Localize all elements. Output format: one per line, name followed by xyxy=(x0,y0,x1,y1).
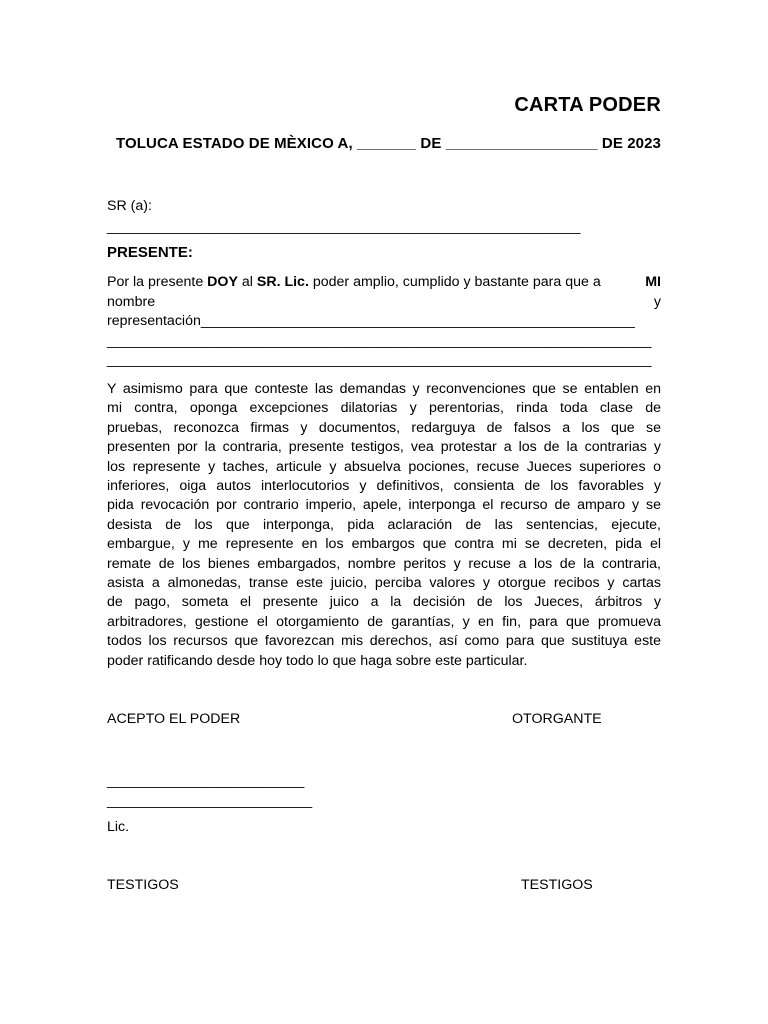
testigos-left-label: TESTIGOS xyxy=(107,877,179,893)
powers-line: remate de los bienes embargados, nombre peritos y recuse a los de la contraria, xyxy=(107,555,661,572)
powers-line: los represente y taches, articule y absuelva pociones, recuse Jueces superiores o xyxy=(107,458,661,475)
grant-line-1 xyxy=(107,273,661,293)
grant-paragraph xyxy=(107,273,661,371)
powers-line: embargue, y me represente en los embargos que contra mi se decreten, pida el xyxy=(107,536,661,553)
powers-line: presenten por la contraria, presente testigos, vea protestar a los de la contrarias y xyxy=(107,439,661,456)
signature-line: _________________________ xyxy=(107,773,305,789)
presente-heading: PRESENTE: xyxy=(107,244,193,261)
salutation-blank-line: ____________________________________________________________ xyxy=(107,219,581,235)
grant-word-nombre: nombre xyxy=(107,293,156,310)
grant-line-4: _____________________________________________________________________ xyxy=(107,332,652,349)
powers-line: Y asimismo para que conteste las demandas y reconvenciones que se entablen en xyxy=(107,381,661,397)
grant-word-y: y xyxy=(653,293,661,310)
place-date-line: TOLUCA ESTADO DE MÈXICO A, _______ DE __________________ DE 2023 xyxy=(115,135,661,152)
powers-line: mi contra, oponga excepciones dilatorias y perentorias, rinda toda clase de xyxy=(107,400,661,417)
grant-line-5: _____________________________________________________________________ xyxy=(107,352,652,368)
powers-line: todos los recursos que favorezcan mis derechos, así como para que sustituya este xyxy=(107,633,661,650)
powers-line: desista de los que interponga, pida aclaración de las sentencias, ejecute, xyxy=(107,516,661,533)
grant-bold-mi: MI xyxy=(645,274,661,290)
grant-text-2: al xyxy=(237,274,257,290)
grant-text-3: poder amplio, cumplido y bastante para que a xyxy=(308,274,601,290)
document-title: CARTA PODER xyxy=(514,94,661,116)
acepto-label: ACEPTO EL PODER xyxy=(107,711,241,727)
powers-line: pruebas, reconozca firmas y documentos, redarguya de falsos a los que se xyxy=(107,419,661,436)
grant-bold-sr-lic: SR. Lic. xyxy=(256,274,309,290)
signature-line: __________________________ xyxy=(107,793,313,809)
powers-line: de pago, someta el presente juico a la decisión de los Jueces, árbitros y xyxy=(107,594,661,611)
powers-line: inferiores, oiga autos interlocutorios y definitivos, consienta de los favorables y xyxy=(107,478,661,495)
grant-text-1: Por la presente xyxy=(107,274,208,290)
powers-line: arbitradores, gestione el otorgamiento de garantías, y en fin, para que promueva xyxy=(107,613,661,630)
powers-line: poder ratificando desde hoy todo lo que haga sobre este particular. xyxy=(107,652,528,669)
grant-line-3: representación_______________________________________________________ xyxy=(107,313,635,329)
powers-paragraph xyxy=(107,380,661,671)
testigos-right-label: TESTIGOS xyxy=(521,877,593,893)
lic-label: Lic. xyxy=(107,819,130,835)
salutation: SR (a): xyxy=(107,198,152,214)
powers-line: asista a almonedas, transe este juicio, perciba valores y otorgue recibos y cartas xyxy=(107,575,661,592)
otorgante-label: OTORGANTE xyxy=(512,711,602,727)
grant-bold-doy: DOY xyxy=(207,274,238,290)
grant-line-2 xyxy=(107,293,661,313)
powers-line: pida revocación por contrario imperio, apele, interponga el recurso de amparo y se xyxy=(107,497,661,514)
